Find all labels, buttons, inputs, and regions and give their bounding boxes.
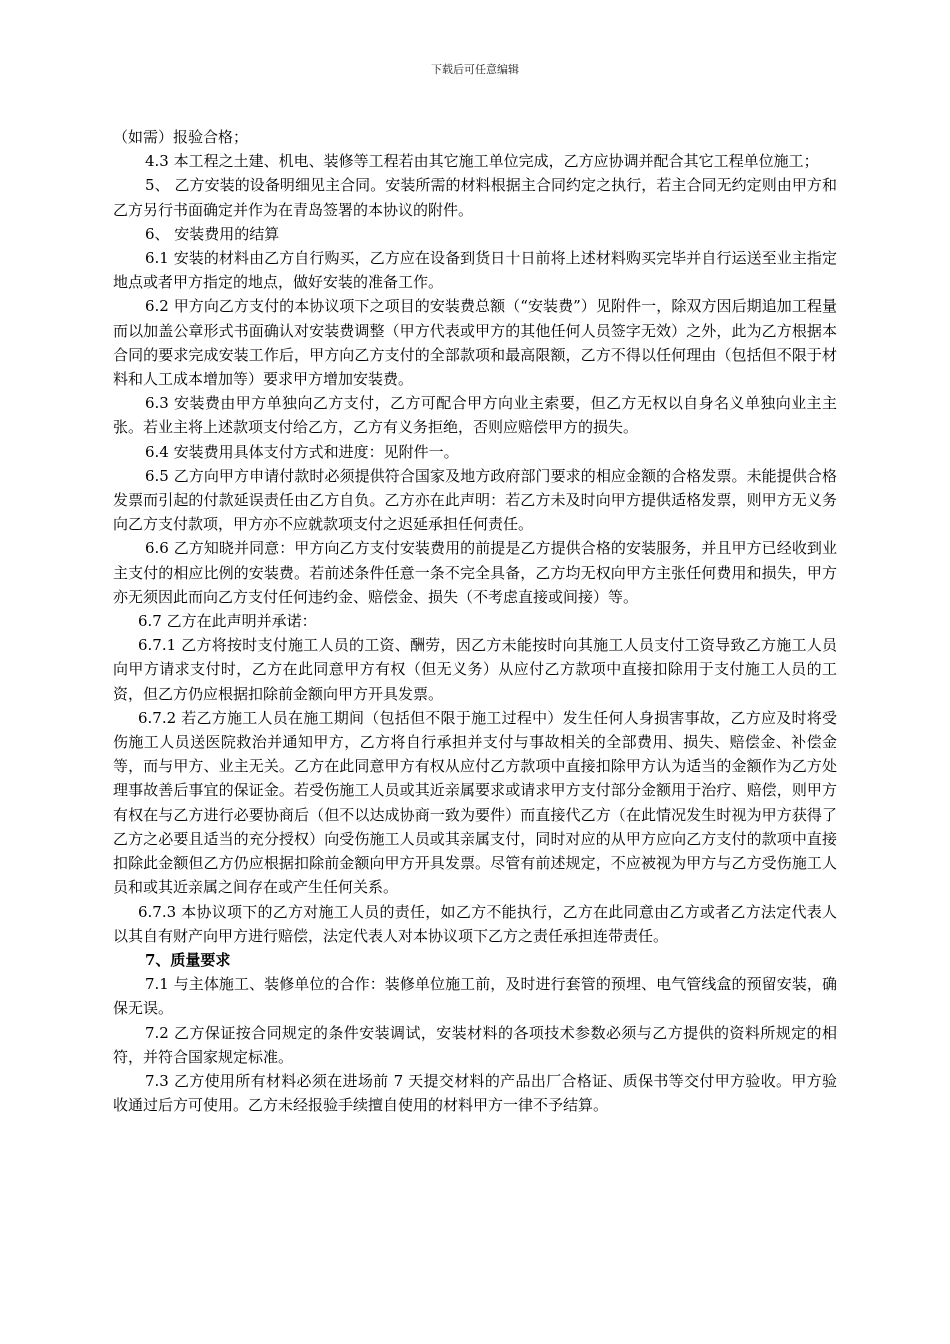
paragraph-6-7-3: 6.7.3 本协议项下的乙方对施工人员的责任，如乙方不能执行，乙方在此同意由乙方或者乙方法定代表人以其自有财产向甲方进行赔偿，法定代表人对本协议项下乙方之责任承担连带责任。 — [113, 902, 837, 945]
paragraph-6-2: 6.2 甲方向乙方支付的本协议项下之项目的安装费总额（“安装费”）见附件一，除双方因后期追加工程量而以加盖公章形式书面确认对安装费调整（甲方代表或甲方的其他任何人员签字无效）之外，此为乙方根据本合同的要求完成安装工作后，甲方向乙方支付的全部款项和最高限额，乙方不得以任何理由（包括但不限于材料和人工成本增加等）要求甲方增加安装费。 — [113, 297, 837, 389]
paragraph-6-4: 6.4 安装费用具体支付方式和进度：见附件一。 — [145, 442, 459, 461]
paragraph-7-1: 7.1 与主体施工、装修单位的合作：装修单位施工前，及时进行套管的预埋、电气管线盒的预留安装，确保无误。 — [113, 975, 837, 1018]
paragraph-6-7-2: 6.7.2 若乙方施工人员在施工期间（包括但不限于施工过程中）发生任何人身损害事故，乙方应及时将受伤施工人员送医院救治并通知甲方，乙方将自行承担并支付与事故相关的全部费用、损失、赔偿金、补偿金等，而与甲方、业主无关。乙方在此同意甲方有权从应付乙方款项中直接扣除甲方认为适当的金额作为乙方处理事故善后事宜的保证金。若受伤施工人员或其近亲属要求或请求甲方支付部分金额用于治疗、赔偿，则甲方有权在与乙方进行必要协商后（但不以达成协商一致为要件）而直接代乙方（在此情况发生时视为甲方获得了乙方之必要且适当的充分授权）向受伤施工人员或其亲属支付，同时对应的从甲方应向乙方支付的款项中直接扣除此金额但乙方仍应根据扣除前金额向甲方开具发票。尽管有前述规定，不应被视为甲方与乙方受伤施工人员和或其近亲属之间存在或产生任何关系。 — [113, 708, 837, 897]
paragraph-6-1: 6.1 安装的材料由乙方自行购买，乙方应在设备到货日十日前将上述材料购买完毕并自行运送至业主指定地点或者甲方指定的地点，做好安装的准备工作。 — [113, 249, 837, 292]
paragraph-4-3: 4.3 本工程之土建、机电、装修等工程若由其它施工单位完成，乙方应协调并配合其它工程单位施工； — [145, 152, 819, 171]
paragraph-7-2: 7.2 乙方保证按合同规定的条件安装调试，安装材料的各项技术参数必须与乙方提供的资料所规定的相符，并符合国家规定标准。 — [113, 1023, 837, 1066]
paragraph-6-7-1: 6.7.1 乙方将按时支付施工人员的工资、酬劳，因乙方未能按时向其施工人员支付工资导致乙方施工人员向甲方请求支付时，乙方在此同意甲方有权（但无义务）从应付乙方款项中直接扣除用于支付施工人员的工资，但乙方仍应根据扣除前金额向甲方开具发票。 — [113, 636, 837, 703]
paragraph-6-5: 6.5 乙方向甲方申请付款时必须提供符合国家及地方政府部门要求的相应金额的合格发票。未能提供合格发票而引起的付款延误责任由乙方自负。乙方亦在此声明：若乙方未及时向甲方提供适格发票，则甲方无义务向乙方支付款项，甲方亦不应就款项支付之迟延承担任何责任。 — [113, 466, 837, 534]
section-heading-7: 7、质量要求 — [145, 950, 231, 969]
paragraph-6-3: 6.3 安装费由甲方单独向乙方支付，乙方可配合甲方向业主索要，但乙方无权以自身名义单独向业主主张。若业主将上述款项支付给乙方，乙方有义务拒绝，否则应赔偿甲方的损失。 — [113, 394, 837, 437]
paragraph-inspection: （如需）报验合格； — [113, 128, 249, 146]
document-body — [113, 125, 837, 1117]
page-header: 下载后可任意编辑 — [431, 63, 519, 76]
section-heading-6: 6、 安装费用的结算 — [145, 224, 280, 243]
paragraph-6-7: 6.7 乙方在此声明并承诺： — [138, 612, 317, 631]
paragraph-7-3: 7.3 乙方使用所有材料必须在进场前 7 天提交材料的产品出厂合格证、质保书等交付甲方验收。甲方验收通过后方可使用。乙方未经报验手续擅自使用的材料甲方一律不予结算。 — [113, 1071, 837, 1115]
paragraph-6-6: 6.6 乙方知晓并同意：甲方向乙方支付安装费用的前提是乙方提供合格的安装服务，并且甲方已经收到业主支付的相应比例的安装费。若前述条件任意一条不完全具备，乙方均无权向甲方主张任何费用和损失，甲方亦无须因此而向乙方支付任何违约金、赔偿金、损失（不考虑直接或间接）等。 — [113, 539, 837, 606]
paragraph-5: 5、 乙方安装的设备明细见主合同。安装所需的材料根据主合同约定之执行，若主合同无约定则由甲方和乙方另行书面确定并作为在青岛签署的本协议的附件。 — [113, 176, 837, 219]
